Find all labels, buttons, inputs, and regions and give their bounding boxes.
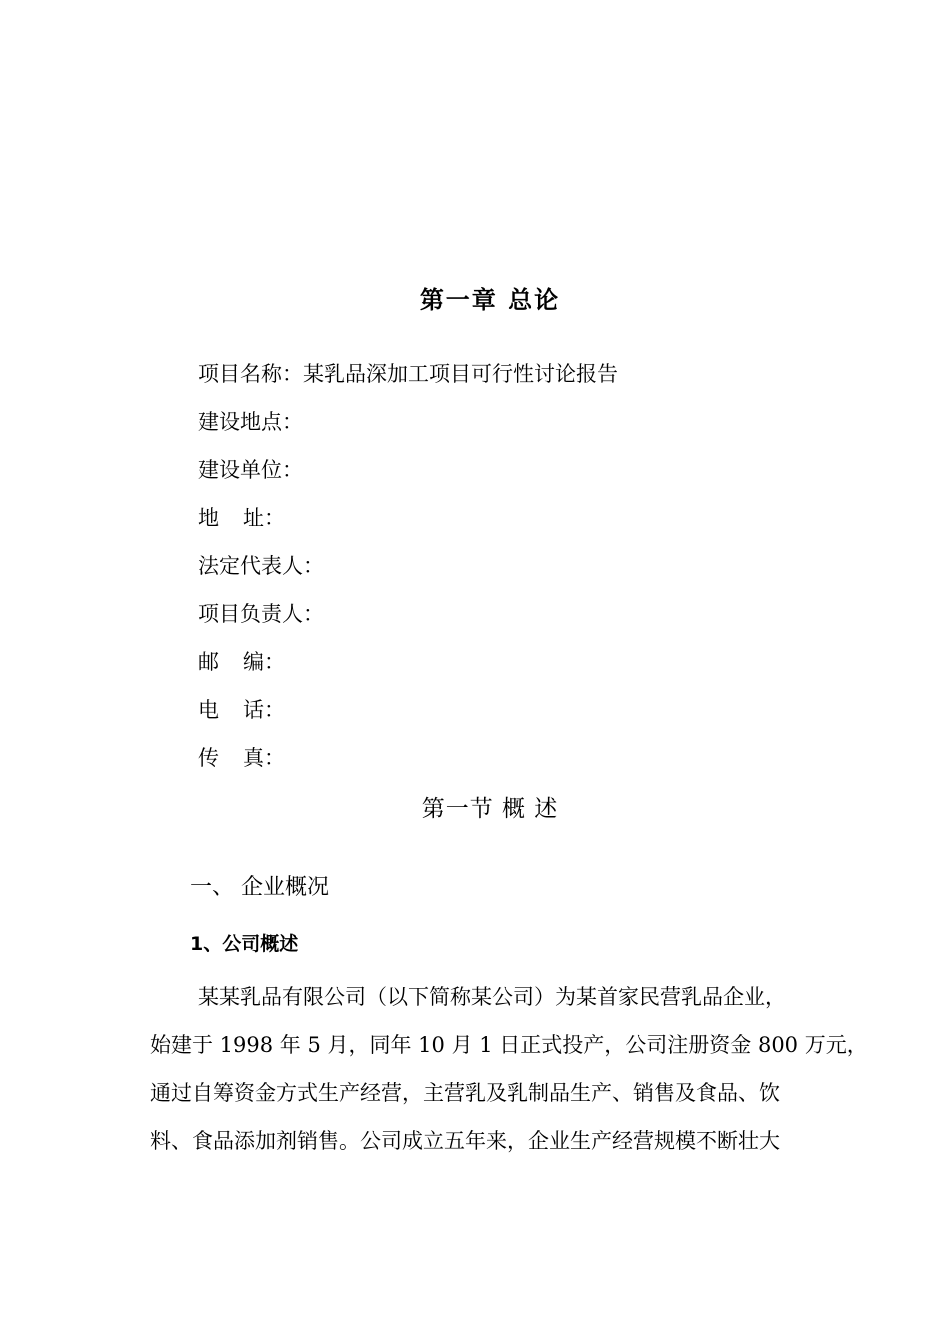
section-title: 第一节 概 述: [421, 796, 559, 822]
field-label-a: 电: [198, 698, 219, 722]
paragraph-line: 通过自筹资金方式生产经营，主营乳及乳制品生产、销售及食品、饮: [150, 1081, 780, 1105]
field-label-b: 真：: [243, 746, 285, 770]
field-value: 某乳品深加工项目可行性讨论报告: [303, 362, 618, 386]
field-label-b: 编：: [243, 650, 285, 674]
paragraph-line: 始建于 1998 年 5 月，同年 10 月 1 日正式投产，公司注册资金 800 万元，: [150, 1033, 868, 1057]
field-postcode: [198, 647, 285, 677]
field-legal-rep: [198, 551, 324, 581]
field-build-location: [198, 407, 303, 437]
heading-company-overview: 一、 企业概况: [190, 875, 329, 900]
field-label-a: 邮: [198, 650, 219, 674]
field-address: [198, 503, 285, 533]
field-phone: [198, 695, 285, 725]
field-build-unit: [198, 455, 303, 485]
field-label-a: 地: [198, 506, 219, 530]
field-label-a: 传: [198, 746, 219, 770]
field-fax: [198, 743, 285, 773]
paragraph-line: 某某乳品有限公司（以下简称某公司）为某首家民营乳品企业，: [198, 985, 786, 1009]
field-label: 法定代表人：: [198, 554, 324, 578]
field-project-lead: [198, 599, 324, 629]
heading-company-summary: 1、公司概述: [190, 933, 299, 955]
field-label: 建设单位：: [198, 458, 303, 482]
field-label-b: 址：: [243, 506, 285, 530]
field-project-name: [198, 359, 618, 389]
field-label: 建设地点：: [198, 410, 303, 434]
paragraph-line: 料、食品添加剂销售。公司成立五年来，企业生产经营规模不断壮大: [150, 1129, 780, 1153]
field-label-b: 话：: [243, 698, 285, 722]
field-label: 项目负责人：: [198, 602, 324, 626]
chapter-title: 第一章 总论: [419, 286, 561, 314]
field-label: 项目名称：: [198, 362, 303, 386]
